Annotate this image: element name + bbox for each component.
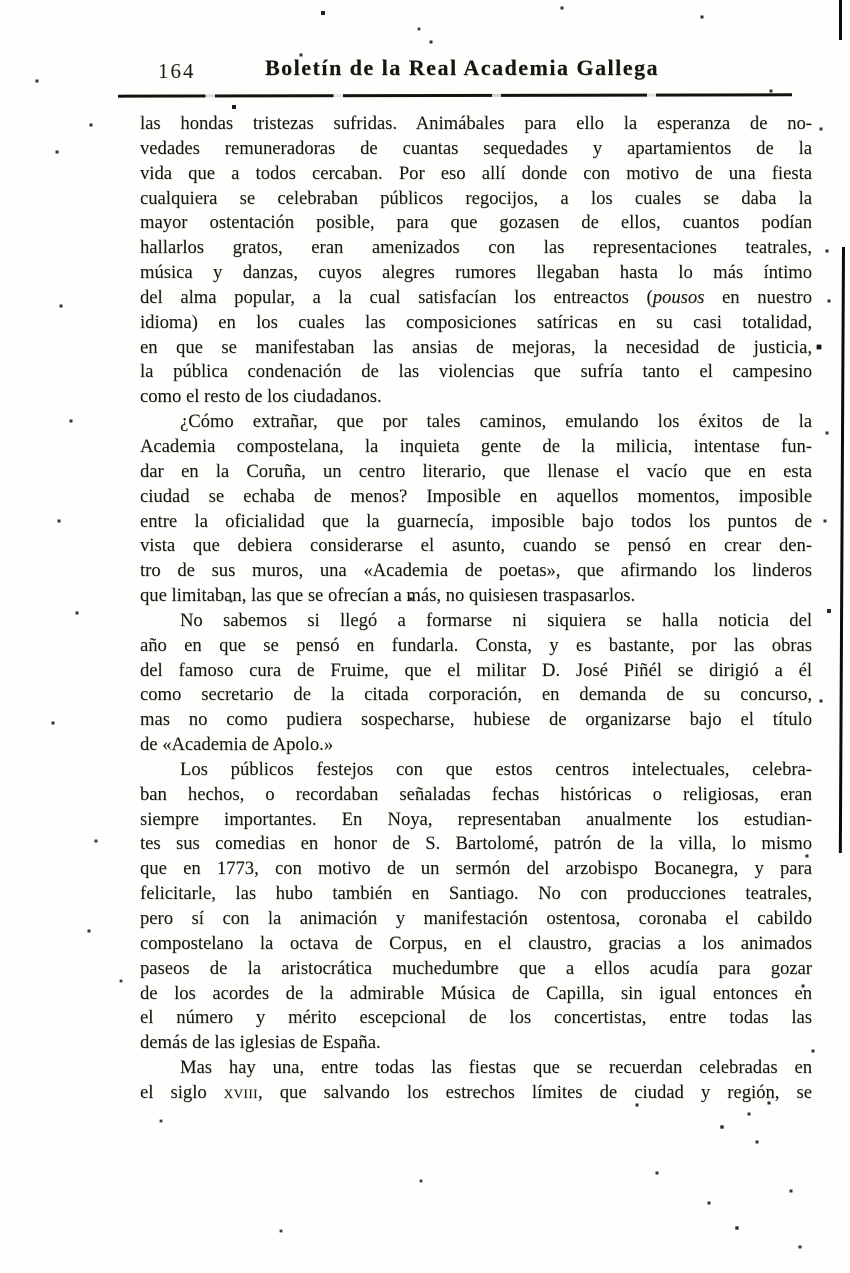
- text-line: vida que a todos cercaban. Por eso allí donde con motivo de una fiesta: [140, 162, 812, 184]
- text-line: vista que debiera considerarse el asunto, cuando se pensó en crear den-: [140, 535, 812, 557]
- body-text: [140, 112, 812, 1106]
- text-line: como el resto de los ciudadanos.: [140, 386, 382, 408]
- text-line: mas no como pudiera sospecharse, hubiese de organizarse bajo el título: [140, 709, 812, 731]
- text-line: hallarlos gratos, eran amenizados con las representaciones teatrales,: [140, 237, 812, 259]
- scan-noise-specks: [0, 0, 2, 2]
- text-line: en que se manifestaban las ansias de mejoras, la necesidad de justicia,: [140, 336, 812, 358]
- text-line: del famoso cura de Fruime, que el militar D. José Piñél se dirigió a él: [140, 659, 812, 681]
- text-line: felicitarle, las hubo también en Santiago. No con producciones teatrales,: [140, 883, 812, 905]
- text-line: No sabemos si llegó a formarse ni siquiera se halla noticia del: [180, 609, 812, 631]
- text-line: ¿Cómo extrañar, que por tales caminos, emulando los éxitos de la: [180, 411, 812, 433]
- text-line: año en que se pensó en fundarla. Consta, y es bastante, por las obras: [140, 634, 812, 656]
- text-line: las hondas tristezas sufridas. Animábales para ello la esperanza de no-: [140, 113, 812, 134]
- text-line: pero sí con la animación y manifestación ostentosa, coronaba el cabildo: [140, 908, 812, 929]
- text-line: Mas hay una, entre todas las fiestas que se recuerdan celebradas en: [180, 1057, 812, 1079]
- text-line: Academia compostelana, la inquieta gente de la milicia, intentase fun-: [140, 435, 812, 457]
- text-line: como secretario de la citada corporación, en demanda de su concurso,: [140, 684, 812, 706]
- text-line: paseos de la aristocrática muchedumbre que a ellos acudía para gozar: [140, 957, 812, 979]
- text-line: del alma popular, a la cual satisfacían los entreactos (pousos en nuestro: [140, 286, 812, 308]
- text-line: que en 1773, con motivo de un sermón del arzobispo Bocanegra, y para: [140, 858, 812, 880]
- text-line: cualquiera se celebraban públicos regocijos, a los cuales se daba la: [140, 187, 812, 209]
- scan-edge-artifact: [839, 247, 845, 853]
- text-line: que limitaban, las que se ofrecían a más, no quisiesen traspasarlos.: [140, 585, 636, 607]
- running-title: Boletín de la Real Academia Gallega: [264, 55, 660, 80]
- text-line: entre la oficialidad que la guarnecía, imposible bajo todos los puntos de: [140, 510, 812, 532]
- header-rule: [118, 93, 792, 97]
- text-line: siempre importantes. En Noya, representaban anualmente los estudian-: [140, 808, 812, 830]
- text-line: el número y mérito escepcional de los concertistas, entre todas las: [140, 1007, 812, 1029]
- text-line: dar en la Coruña, un centro literario, que llenase el vacío que en esta: [140, 460, 812, 482]
- text-line: música y danzas, cuyos alegres rumores llegaban hasta lo más íntimo: [140, 262, 812, 284]
- text-line: tes sus comedias en honor de S. Bartolomé, patrón de la villa, lo mismo: [140, 833, 812, 855]
- text-line: compostelano la octava de Corpus, en el claustro, gracias a los animados: [140, 932, 812, 954]
- text-line: la pública condenación de las violencias que sufría tanto el campesino: [140, 361, 812, 383]
- text-line: Los públicos festejos con que estos centros intelectuales, celebra-: [180, 758, 812, 780]
- text-line: ciudad se echaba de menos? Imposible en aquellos momentos, imposible: [140, 485, 812, 507]
- text-line: tro de sus muros, una «Academia de poetas», que afirmando los linderos: [140, 560, 812, 582]
- text-line: de «Academia de Apolo.»: [140, 734, 334, 756]
- page-header: [0, 55, 850, 91]
- text-line: demás de las iglesias de España.: [140, 1032, 381, 1054]
- text-line: idioma) en los cuales las composiciones satíricas en su casi totalidad,: [140, 311, 812, 333]
- text-line: de los acordes de la admirable Música de Capilla, sin igual entonces en: [140, 982, 812, 1004]
- page-number: 164: [158, 59, 196, 83]
- text-line: mayor ostentación posible, para que gozasen de ellos, cuantos podían: [140, 212, 812, 234]
- text-line: el siglo xviii, que salvando los estrechos límites de ciudad y región, se: [140, 1081, 812, 1103]
- scan-edge-artifact-top: [839, 0, 842, 40]
- text-line: ban hechos, o recordaban señaladas fechas históricas o religiosas, eran: [140, 783, 812, 805]
- text-line: vedades remuneradoras de cuantas sequedades y apartamientos de la: [140, 137, 812, 159]
